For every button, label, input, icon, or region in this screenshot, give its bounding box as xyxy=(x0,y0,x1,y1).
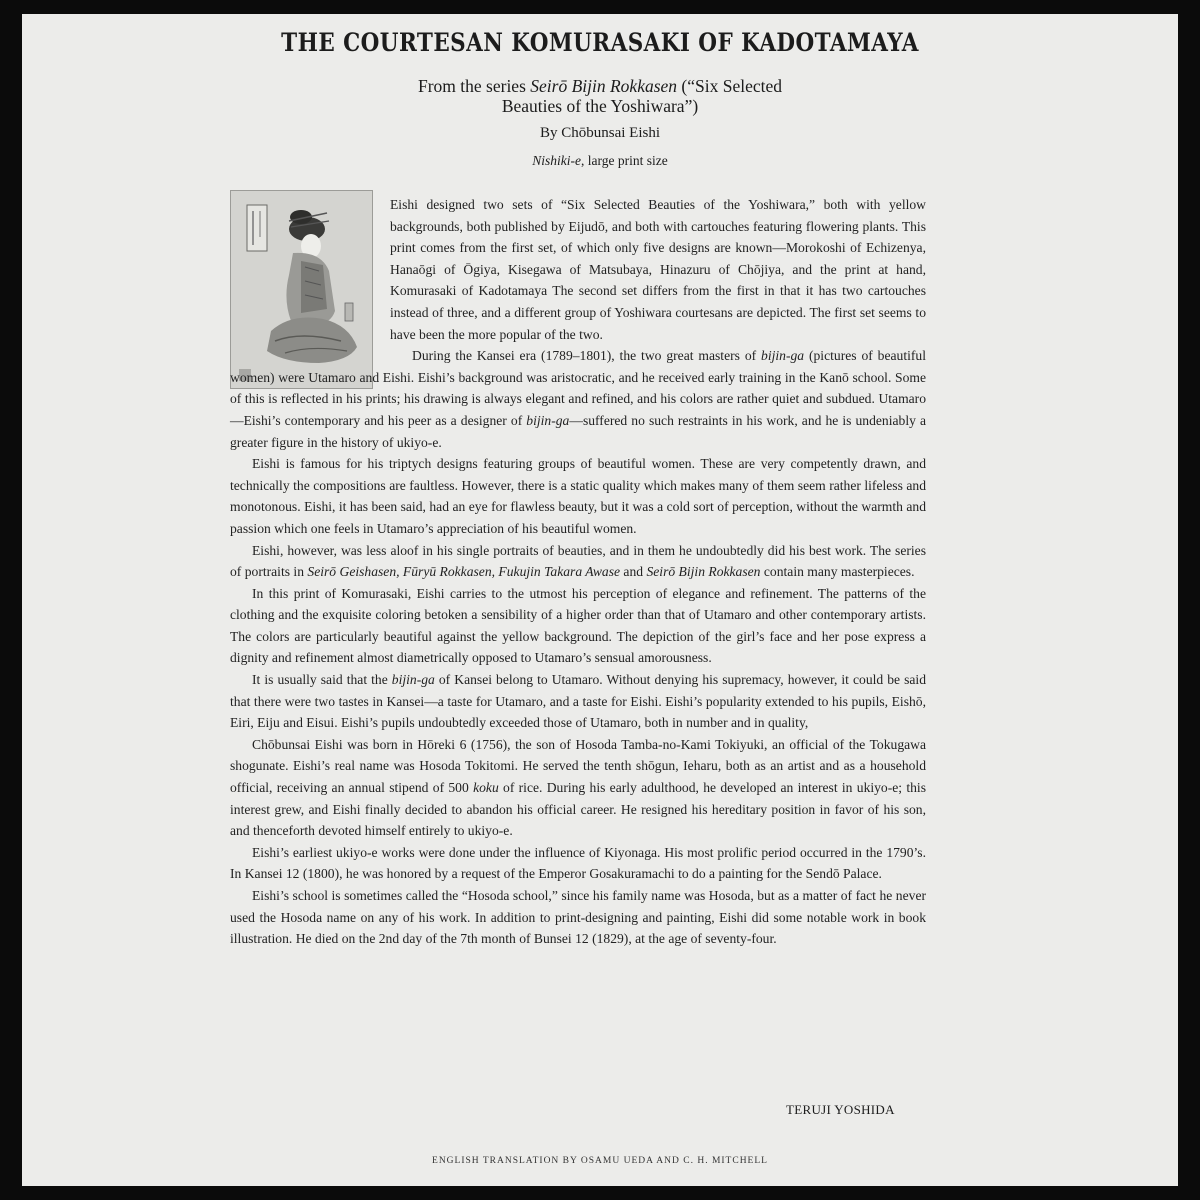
paragraph-1: Eishi designed two sets of “Six Selected Beauties of the Yoshiwara,” both with yellow backgrounds, both published by Eijudō, and both with cartouches featuring flowering plants. This print comes from the first set, of which only five designs are known—Morokoshi of Echizenya, Hanaōgi of Ōgiya, Kisegawa of Matsubaya, Hinazuru of Chōjiya, and the print at hand, Komurasaki of Kadotamaya The second set differs from the first in that it has two cartouches instead of three, and a different group of Yoshiwara courtesans are depicted. The first set seems to have been the more popular of the two. xyxy=(390,197,926,342)
author-signature: TERUJI YOSHIDA xyxy=(786,1102,895,1117)
paragraph-6 xyxy=(230,669,926,734)
print-medium xyxy=(22,153,1178,169)
series-subtitle xyxy=(22,76,1178,116)
p4-and: and xyxy=(620,564,647,580)
paragraph-8: Eishi’s earliest ukiyo-e works were done under the influence of Kiyonaga. His most prolific period occurred in the 1790’s. In Kansei 12 (1800), he was honored by a request of the Emperor Gosakuramachi to do a painting for the Sendō Palace. xyxy=(230,844,926,882)
subtitle-suffix: (“Six Selected xyxy=(677,76,783,96)
p2-text-c: —suffered no such restraints in his work, and he is undeniably a greater figure in the history of ukiyo-e. xyxy=(230,412,927,450)
medium-term: Nishiki-e xyxy=(532,153,581,168)
paragraph-3: Eishi is famous for his triptych designs featuring groups of beautiful women. These are very competently drawn, and technically the compositions are faultless. However, there is a static quality which makes many of them seem rather lifeless and monotonous. Eishi, it has been said, had an eye for flawless beauty, but it was a cold sort of perception, without the warmth and passion which one feels in Utamaro’s appreciation of his beautiful women. xyxy=(230,456,926,536)
image-wrap-spacer xyxy=(230,194,390,366)
p7-text-b: of rice. During his early adulthood, he developed an interest in ukiyo-e; this interest grew, and Eishi finally decided to abandon his official career. He resigned his hereditary position in favor of his son, and thenceforth devoted himself entirely to ukiyo-e. xyxy=(230,780,927,839)
p7-italic-term: koku xyxy=(473,780,499,796)
p4-series-titles: Seirō Geishasen, Fūryū Rokkasen, Fukujin Takara Awase xyxy=(307,564,621,580)
p7-text-a: Chōbunsai Eishi was born in Hōreki 6 (1756), the son of Hosoda Tamba-no-Kami Tokiyuki, an official of the Tokugawa shogunate. Eishi’s real name was Hosoda Tokitomi. He served the tenth shōgun, Ieharu, both as an artist and as a household official, receiving an annual stipend of 500 xyxy=(230,736,926,796)
document-title: THE COURTESAN KOMURASAKI OF KADOTAMAYA xyxy=(281,28,919,57)
document-page xyxy=(22,14,1178,1186)
subtitle-prefix: From the series xyxy=(417,76,531,96)
paragraph-5: In this print of Komurasaki, Eishi carries to the utmost his perception of elegance and refinement. The patterns of the clothing and the exquisite coloring betoken a sensibility of a higher order than that of Utamaro and other contemporary artists. The colors are particularly beautiful against the yellow background. The depiction of the girl’s face and her pose express a dignity and refinement almost diametrically opposed to Utamaro’s sensual amorousness. xyxy=(230,585,926,666)
p4-text-b: contain many masterpieces. xyxy=(760,564,915,580)
artist-byline: By Chōbunsai Eishi xyxy=(539,125,660,141)
subtitle-line2: Beauties of the Yoshiwara”) xyxy=(501,96,699,116)
medium-rest: , large print size xyxy=(581,153,668,168)
p6-italic-term: bijin-ga xyxy=(391,672,435,688)
p2-text-a: During the Kansei era (1789–1801), the two great masters of xyxy=(412,348,762,364)
series-title: Seirō Bijin Rokkasen xyxy=(530,76,678,96)
paragraph-4 xyxy=(230,540,926,583)
paragraph-7 xyxy=(230,734,926,842)
p6-text-a: It is usually said that the xyxy=(252,672,392,688)
p4-text-a: Eishi, however, was less aloof in his single portraits of beauties, and in them he undoubtedly did his best work. The series of portraits in xyxy=(230,542,926,580)
translation-credit: ENGLISH TRANSLATION BY OSAMU UEDA AND C. H. MITCHELL xyxy=(432,1156,768,1166)
p2-italic-term: bijin-ga xyxy=(761,348,805,364)
paragraph-9: Eishi’s school is sometimes called the “Hosoda school,” since his family name was Hosoda, but as a matter of fact he never used the Hosoda name on any of his work. In addition to print-designing and painting, Eishi did some notable work in book illustration. He died on the 2nd day of the 7th month of Bunsei 12 (1829), at the age of seventy-four. xyxy=(230,888,926,947)
p2-text-b: (pictures of beautiful women) were Utamaro and Eishi. Eishi’s background was aristocratic, and he received early training in the Kanō school. Some of this is reflected in his prints; his drawing is always elegant and refined, and his colors are rather quiet and subdued. Utamaro—Eishi’s contemporary and his peer as a designer of xyxy=(230,348,926,428)
p4-series-title-2: Seirō Bijin Rokkasen xyxy=(646,564,761,580)
p6-text-b: of Kansei belong to Utamaro. Without denying his supremacy, however, it could be said that there were two tastes in Kansei—a taste for Utamaro, and a taste for Eishi. Eishi’s popularity extended to his pupils, Eishō, Eiri, Eiju and Eisui. Eishi’s pupils undoubtedly exceeded those of Utamaro, both in number and in quality, xyxy=(230,672,926,731)
article-body xyxy=(230,194,926,950)
p2-italic-term-2: bijin-ga xyxy=(526,412,570,428)
